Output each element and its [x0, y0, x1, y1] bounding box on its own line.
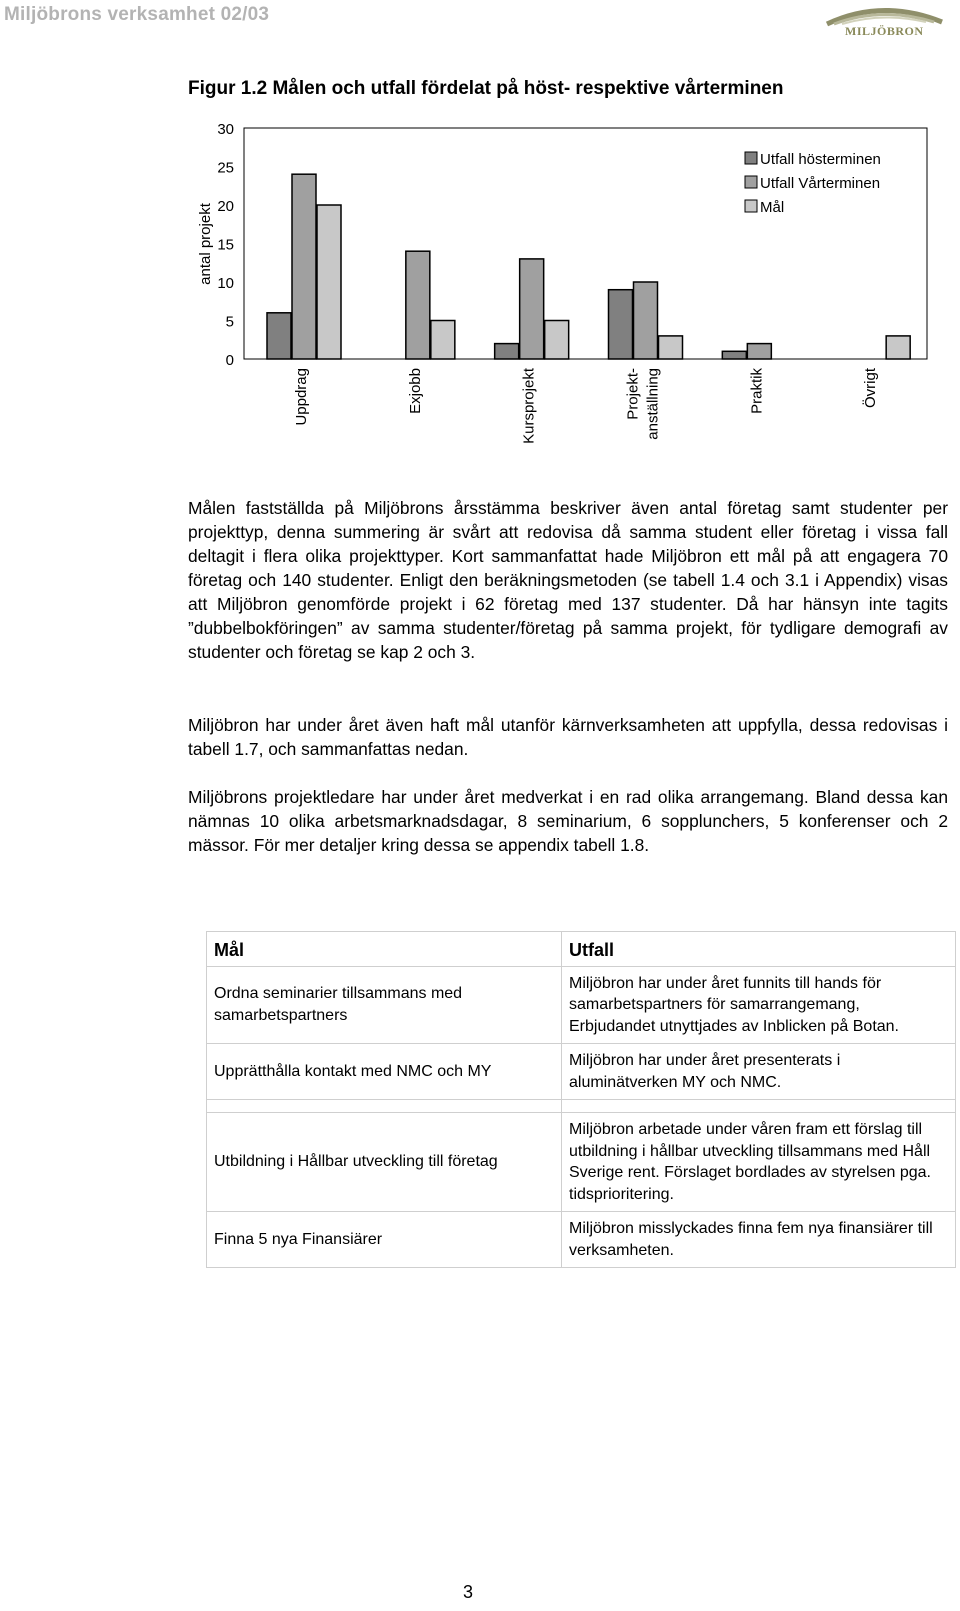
bar — [659, 336, 683, 359]
table-cell: Miljöbron arbetade under våren fram ett förslag till utbildning i hållbar utveckling tillsammans med Håll Sverige rent. Förslaget bordlades av styrelsen pga. tidsprioritering. — [562, 1113, 956, 1212]
x-tick-label: Exjobb — [406, 368, 424, 414]
y-tick-label: 20 — [217, 198, 234, 215]
y-tick-label: 15 — [217, 236, 234, 254]
y-tick-label: 25 — [217, 159, 234, 177]
bar — [292, 174, 316, 359]
x-tick-label: Uppdrag — [292, 368, 310, 426]
y-tick-label: 30 — [217, 121, 234, 138]
table-spacer-row — [207, 1100, 956, 1113]
legend-swatch — [745, 176, 757, 188]
paragraph-other-goals: Miljöbron har under året även haft mål utanför kärnverksamheten att uppfylla, dessa redovisas i tabell 1.7, och sammanfattas nedan. — [188, 715, 948, 759]
paragraph-goals-summary: Målen fastställda på Miljöbrons årsstämma beskriver även antal företag samt studenter per projekttyp, denna summering är svårt att redovisa då samma student eller företag i vissa fall deltagit i flera olika projekttyper. Kort sammanfattat hade Miljöbron ett mål på att engagera 70 företag och 140 studenter. Enligt den beräkningsmetoden (se tabell 1.4 och 3.1 i Appendix) visas att Miljöbron genomförde projekt i 62 företag med 137 studenter. Då har hänsyn inte tagits ”dubbelbokföringen” av samma studenter/företag på samma projekt, för tydligare demografi av studenter och företag se kap 2 och 3. — [188, 498, 948, 662]
bar — [317, 205, 341, 359]
paragraph-events: Miljöbrons projektledare har under året medverkat i en rad olika arrangemang. Bland dessa kan nämnas 10 olika arbetsmarknadsdagar, 8 seminarium, 6 sopplunchers, 5 konferenser och 2 mässor. För mer detaljer kring dessa se appendix tabell 1.8. — [188, 787, 948, 855]
bar — [520, 259, 544, 359]
figure-title: Figur 1.2 Målen och utfall fördelat på höst- respektive vårterminen — [188, 78, 784, 99]
table-row — [207, 1212, 956, 1268]
y-axis-label: antal projekt — [197, 203, 214, 285]
y-tick-label: 10 — [217, 275, 234, 292]
x-tick-label: Kursprojekt — [520, 368, 538, 444]
table-header-mal: Mål — [207, 932, 562, 967]
bar — [495, 344, 519, 359]
table-row — [207, 1113, 956, 1212]
bar-chart — [0, 0, 960, 480]
table-cell: Miljöbron misslyckades finna fem nya finansiärer till verksamheten. — [562, 1212, 956, 1268]
page-number: 3 — [463, 1582, 474, 1602]
x-tick-label: anställning — [644, 368, 662, 440]
x-tick-label: Praktik — [748, 368, 766, 414]
goals-table — [206, 931, 956, 1268]
y-tick-label: 5 — [225, 313, 234, 331]
bar — [722, 351, 746, 359]
table-row — [207, 966, 956, 1044]
bar — [545, 321, 569, 360]
legend-label: Utfall hösterminen — [760, 151, 881, 168]
table-header-row — [207, 932, 956, 967]
bar — [609, 290, 633, 359]
document-header-title: Miljöbrons verksamhet 02/03 — [4, 4, 270, 25]
legend-label: Mål — [760, 199, 785, 216]
table-header-utfall: Utfall — [562, 932, 956, 967]
table-cell: Miljöbron har under året presenterats i aluminätverken MY och NMC. — [562, 1044, 956, 1100]
y-tick-label: 0 — [225, 352, 234, 369]
x-tick-label: Projekt- — [624, 368, 642, 420]
bar — [406, 251, 430, 359]
table-cell: Upprätthålla kontakt med NMC och MY — [207, 1044, 562, 1100]
table-cell: Miljöbron har under året funnits till hands för samarbetspartners för samarrangemang, Erbjudandet utnyttjades av Inblicken på Botan. — [562, 966, 956, 1044]
logo-wordmark: MILJÖBRON — [845, 24, 924, 38]
table-cell: Finna 5 nya Finansiärer — [207, 1212, 562, 1268]
bar — [634, 282, 658, 359]
bar — [747, 344, 771, 359]
table-row — [207, 1044, 956, 1100]
bar — [886, 336, 910, 359]
table-cell: Utbildning i Hållbar utveckling till företag — [207, 1113, 562, 1212]
bar — [267, 313, 291, 359]
legend-swatch — [745, 152, 757, 164]
bar — [431, 321, 455, 360]
table-cell: Ordna seminarier tillsammans med samarbetspartners — [207, 966, 562, 1044]
x-tick-label: Övrigt — [862, 368, 880, 409]
legend-label: Utfall Vårterminen — [760, 175, 881, 192]
legend-swatch — [745, 200, 757, 212]
